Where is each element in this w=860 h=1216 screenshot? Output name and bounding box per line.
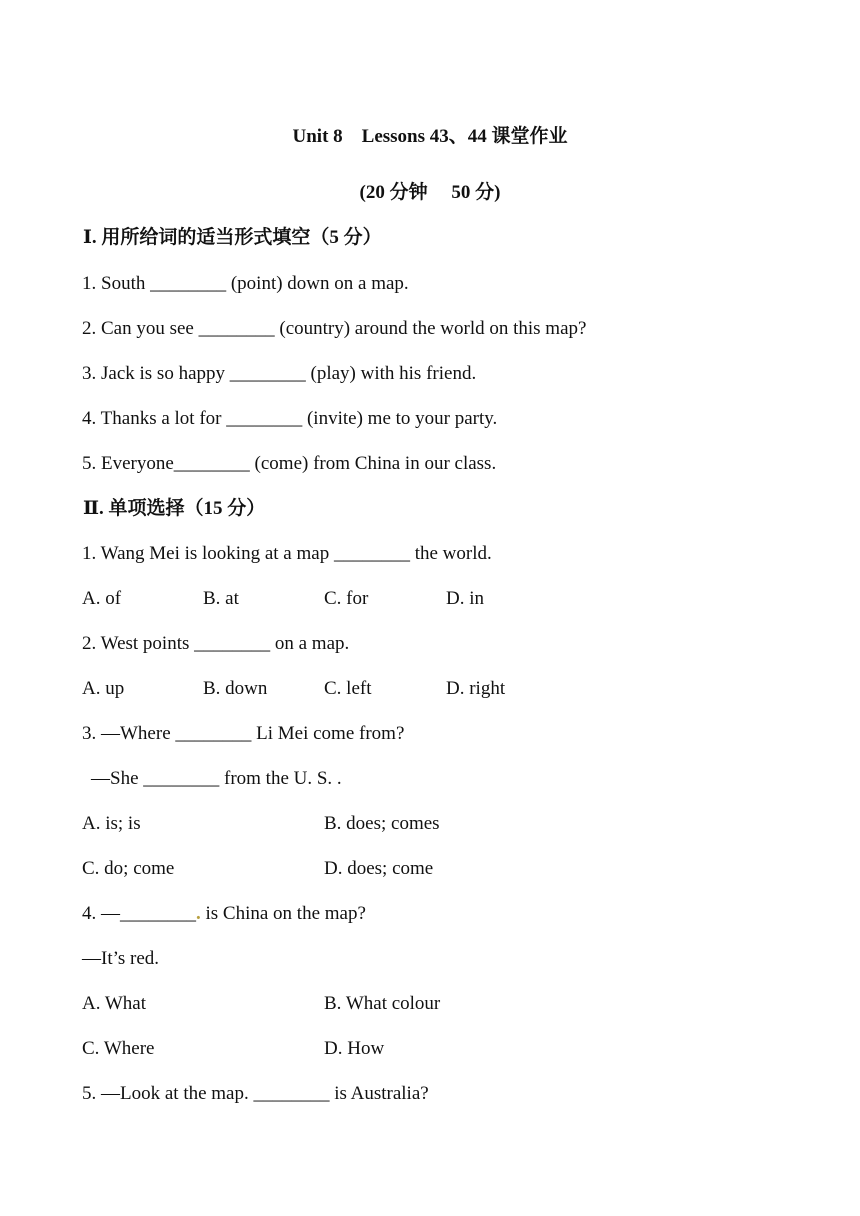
- fill-blank-item-1: 1. South ________ (point) down on a map.: [82, 273, 409, 294]
- choice-q4-stem-start: 4. —________: [82, 903, 196, 924]
- fill-blank-item-5: 5. Everyone________ (come) from China in our class.: [82, 453, 497, 474]
- choice-q2-option-c: C. left: [324, 678, 372, 699]
- choice-q1-option-c: C. for: [324, 588, 369, 609]
- choice-q1-option-b: B. at: [203, 588, 239, 609]
- choice-q3-option-b: B. does; comes: [324, 813, 440, 834]
- choice-q4-stem: [82, 902, 366, 926]
- choice-q2-option-a: A. up: [82, 678, 125, 699]
- fill-blank-item-3: 3. Jack is so happy ________ (play) with his friend.: [82, 363, 477, 384]
- page-subtitle: (20 分钟 50 分): [359, 182, 501, 203]
- choice-q2-stem: 2. West points ________ on a map.: [82, 633, 350, 654]
- choice-q3-option-a: A. is; is: [82, 813, 141, 834]
- choice-q4-option-b: B. What colour: [324, 993, 441, 1014]
- choice-q4-stem-end: is China on the map?: [200, 903, 366, 924]
- choice-q2-option-b: B. down: [203, 678, 268, 699]
- section-1-heading: Ⅰ. 用所给词的适当形式填空（5 分）: [83, 227, 382, 248]
- choice-q4-option-a: A. What: [82, 993, 147, 1014]
- choice-q3-option-d: D. does; come: [324, 858, 434, 879]
- choice-q5-stem: 5. —Look at the map. ________ is Australia?: [82, 1083, 429, 1104]
- page-title: Unit 8 Lessons 43、44 课堂作业: [292, 126, 568, 147]
- choice-q3-stem: 3. —Where ________ Li Mei come from?: [82, 723, 405, 744]
- choice-q4-option-c: C. Where: [82, 1038, 155, 1059]
- fill-blank-item-4: 4. Thanks a lot for ________ (invite) me to your party.: [82, 408, 498, 429]
- choice-q3-option-c: C. do; come: [82, 858, 175, 879]
- choice-q4-stem-dot: .: [196, 903, 201, 924]
- section-2-heading: Ⅱ. 单项选择（15 分）: [83, 498, 266, 519]
- choice-q3-reply: —She ________ from the U. S. .: [91, 768, 342, 789]
- choice-q1-option-d: D. in: [446, 588, 484, 609]
- choice-q1-stem: 1. Wang Mei is looking at a map ________ the world.: [82, 543, 492, 564]
- fill-blank-item-2: 2. Can you see ________ (country) around the world on this map?: [82, 318, 587, 339]
- choice-q4-reply: —It’s red.: [82, 948, 160, 969]
- choice-q1-option-a: A. of: [82, 588, 122, 609]
- choice-q4-option-d: D. How: [324, 1038, 385, 1059]
- choice-q2-option-d: D. right: [446, 678, 506, 699]
